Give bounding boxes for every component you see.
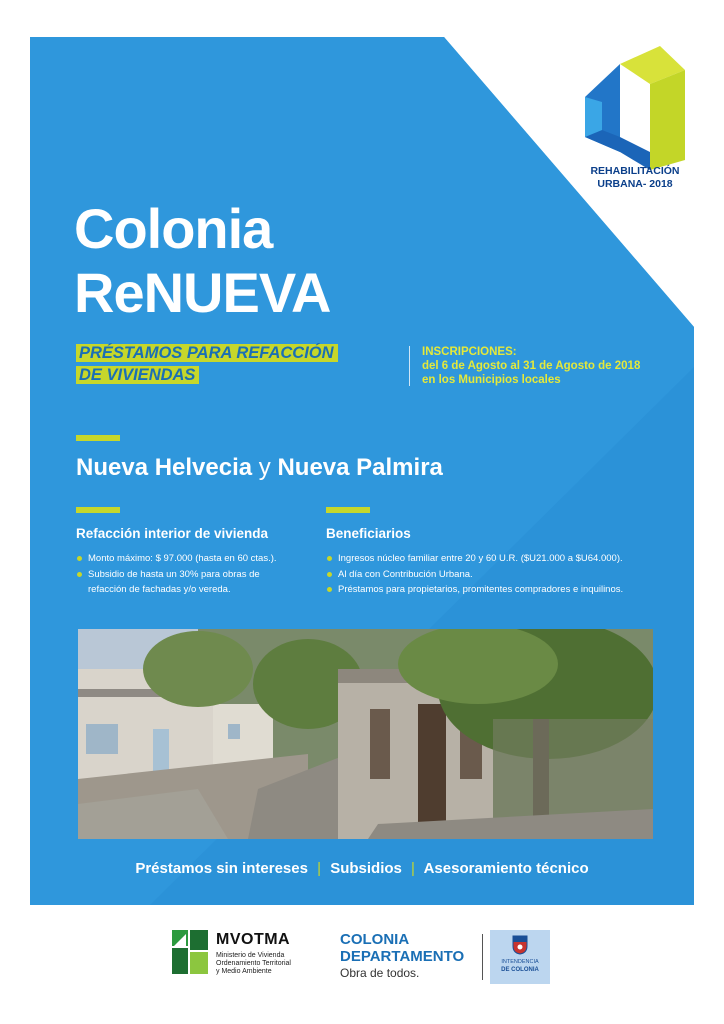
list-item-continuation: refacción de fachadas y/o vereda.: [88, 584, 231, 595]
footer-item-technical: Asesoramiento técnico: [423, 860, 589, 877]
footer-item-loans: Préstamos sin intereses: [135, 860, 308, 877]
mvotma-name: MVOTMA: [216, 931, 291, 948]
street-photo: [78, 629, 653, 839]
towns-heading: [76, 454, 443, 482]
list-item: Monto máximo: $ 97.000 (hasta en 60 ctas.).: [76, 551, 277, 567]
town-2: Nueva Palmira: [277, 454, 443, 481]
colonia-logo-slogan: Obra de todos.: [340, 966, 420, 980]
list-item: Ingresos núcleo familiar entre 20 y 60 U.R. ($U21.000 a $U64.000).: [326, 551, 623, 567]
title-line1: Colonia: [74, 197, 273, 260]
inscriptions-place: en los Municipios locales: [422, 374, 561, 386]
accent-dash: [76, 435, 120, 441]
rehabilitation-badge-text: [576, 165, 694, 191]
list-item: Al día con Contribución Urbana.: [326, 567, 623, 583]
accent-dash: [326, 507, 370, 513]
colonia-logo-line2: DEPARTAMENTO: [340, 948, 465, 965]
footer-separator: |: [317, 860, 322, 877]
intendencia-logo: [490, 930, 550, 984]
mvotma-sub1: Ministerio de Vivienda: [216, 952, 285, 959]
inscriptions-heading: INSCRIPCIONES:: [422, 346, 517, 358]
mvotma-subtitle: [216, 952, 291, 976]
poster: [30, 37, 694, 905]
section-beneficiaries-list: [326, 551, 623, 598]
inscriptions-dates: del 6 de Agosto al 31 de Agosto de 2018: [422, 360, 641, 372]
mvotma-sub3: y Medio Ambiente: [216, 968, 272, 975]
subtitle-line1: PRÉSTAMOS PARA REFACCIÓN: [76, 344, 338, 362]
accent-dash: [76, 507, 120, 513]
divider-line: [409, 346, 410, 386]
house-logo-icon: [580, 42, 690, 232]
list-item: Subsidio de hasta un 30% para obras de: [76, 567, 277, 583]
sponsor-divider: [482, 934, 483, 980]
intendencia-shield-icon: [512, 935, 528, 955]
mvotma-logo-icon: [172, 930, 208, 974]
town-1: Nueva Helvecia: [76, 454, 253, 481]
towns-connector: y: [258, 454, 271, 481]
inscriptions-block: [422, 345, 640, 387]
mvotma-sub2: Ordenamiento Territorial: [216, 960, 291, 967]
intendencia-line2: DE COLONIA: [501, 967, 539, 973]
list-item: Préstamos para propietarios, promitentes compradores e inquilinos.: [326, 582, 623, 598]
badge-line1: REHABILITACIÓN: [590, 165, 680, 177]
section-interior-title: Refacción interior de vivienda: [76, 526, 269, 541]
subtitle: [76, 343, 338, 387]
section-interior-list: [76, 551, 277, 598]
title-line2: ReNUEVA: [74, 261, 331, 324]
badge-line2: URBANA- 2018: [597, 178, 673, 190]
section-beneficiaries-title: Beneficiarios: [326, 526, 411, 541]
colonia-logo-line1: COLONIA: [340, 931, 410, 948]
intendencia-line1: INTENDENCIA: [501, 959, 539, 965]
footer-separator: |: [411, 860, 415, 877]
footer-benefits: [30, 860, 694, 877]
footer-item-subsidies: Subsidios: [330, 860, 402, 877]
subtitle-line2: DE VIVIENDAS: [76, 366, 199, 384]
